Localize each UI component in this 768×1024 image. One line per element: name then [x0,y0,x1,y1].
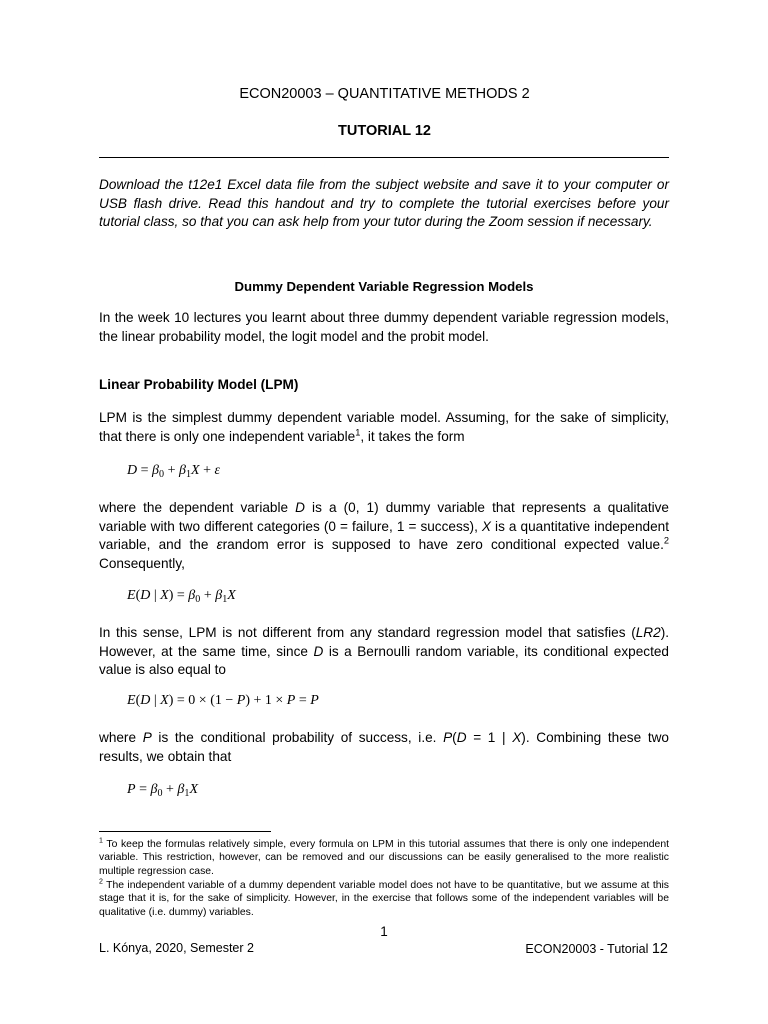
paragraph-lpm-definition: LPM is the simplest dummy dependent variable model. Assuming, for the sake of simplicity, that there is only one independent variable$^1$, it takes the form [99,410,669,444]
footer-course: ECON20003 - Tutorial 12 [525,941,668,957]
equation-conditional-expectation: E(D | $X) = \beta_0 + \beta_1X$ [127,588,236,606]
equation-bernoulli-expectation: E(D | X) = 0 × (1 − P) + 1 × P = P [127,693,319,708]
paragraph-intro: In the week 10 lectures you learnt about three dummy dependent variable regression models, the linear probability model, the logit model and the probit model. [99,310,669,344]
equation-probability: $P = \beta_0 + \beta_1X$ [127,782,198,800]
lpm-heading: Linear Probability Model (LPM) [99,377,299,392]
header-divider [99,157,669,158]
paragraph-bernoulli: In this sense, LPM is not different from any standard regression model that satisfies (LR2). However, at the same time, since D is a Bernoulli random variable, its conditional expected value is also equal to [99,625,669,677]
section-title: Dummy Dependent Variable Regression Models [234,279,534,294]
footer-author: L. Kónya, 2020, Semester 2 [99,941,254,955]
footnote-ref-2: 2 [663,535,669,546]
equation-lpm: $D = \beta_0 + \beta_1X + \varepsilon$ [127,463,220,481]
footnote-ref-1: 1 [355,426,361,437]
footnote-divider [99,831,271,832]
tutorial-title: TUTORIAL 12 [338,123,431,139]
paragraph-probability: where P is the conditional probability of success, i.e. P(D = 1 | X). Combining these two results, we obtain that [99,730,669,764]
intro-instructions: Download the t12e1 Excel data file from the subject website and save it to your computer or USB flash drive. Read this handout and try to complete the tutorial exercises before your tutorial class, so that you can ask help from your tutor during the Zoom session if necessary. [99,177,669,229]
footnote-2: $^2$ The independent variable of a dummy dependent variable model does not have to be quantitative, but we assume at this stage that it is, for the sake of simplicity. However, in the exercise that follows some of the independent variables will be qualitative (i.e. dummy) variables. [99,878,669,918]
paragraph-dependent-variable: where the dependent variable D is a (0, 1) dummy variable that represents a qualitative variable with two different categories (0 = failure, 1 = success), X is a quantitative independent variable, and the εrandom error is supposed to have zero conditional expected value.$^2$ Consequently, [99,500,669,571]
course-title: ECON20003 – QUANTITATIVE METHODS 2 [239,86,530,102]
footnote-1: $^1$ To keep the formulas relatively simple, every formula on LPM in this tutorial assumes that there is only one independent variable. This restriction, however, can be removed and our discussions can be easily generalised to the more realistic multiple regression case. [99,837,669,877]
page-number: 1 [380,924,388,939]
